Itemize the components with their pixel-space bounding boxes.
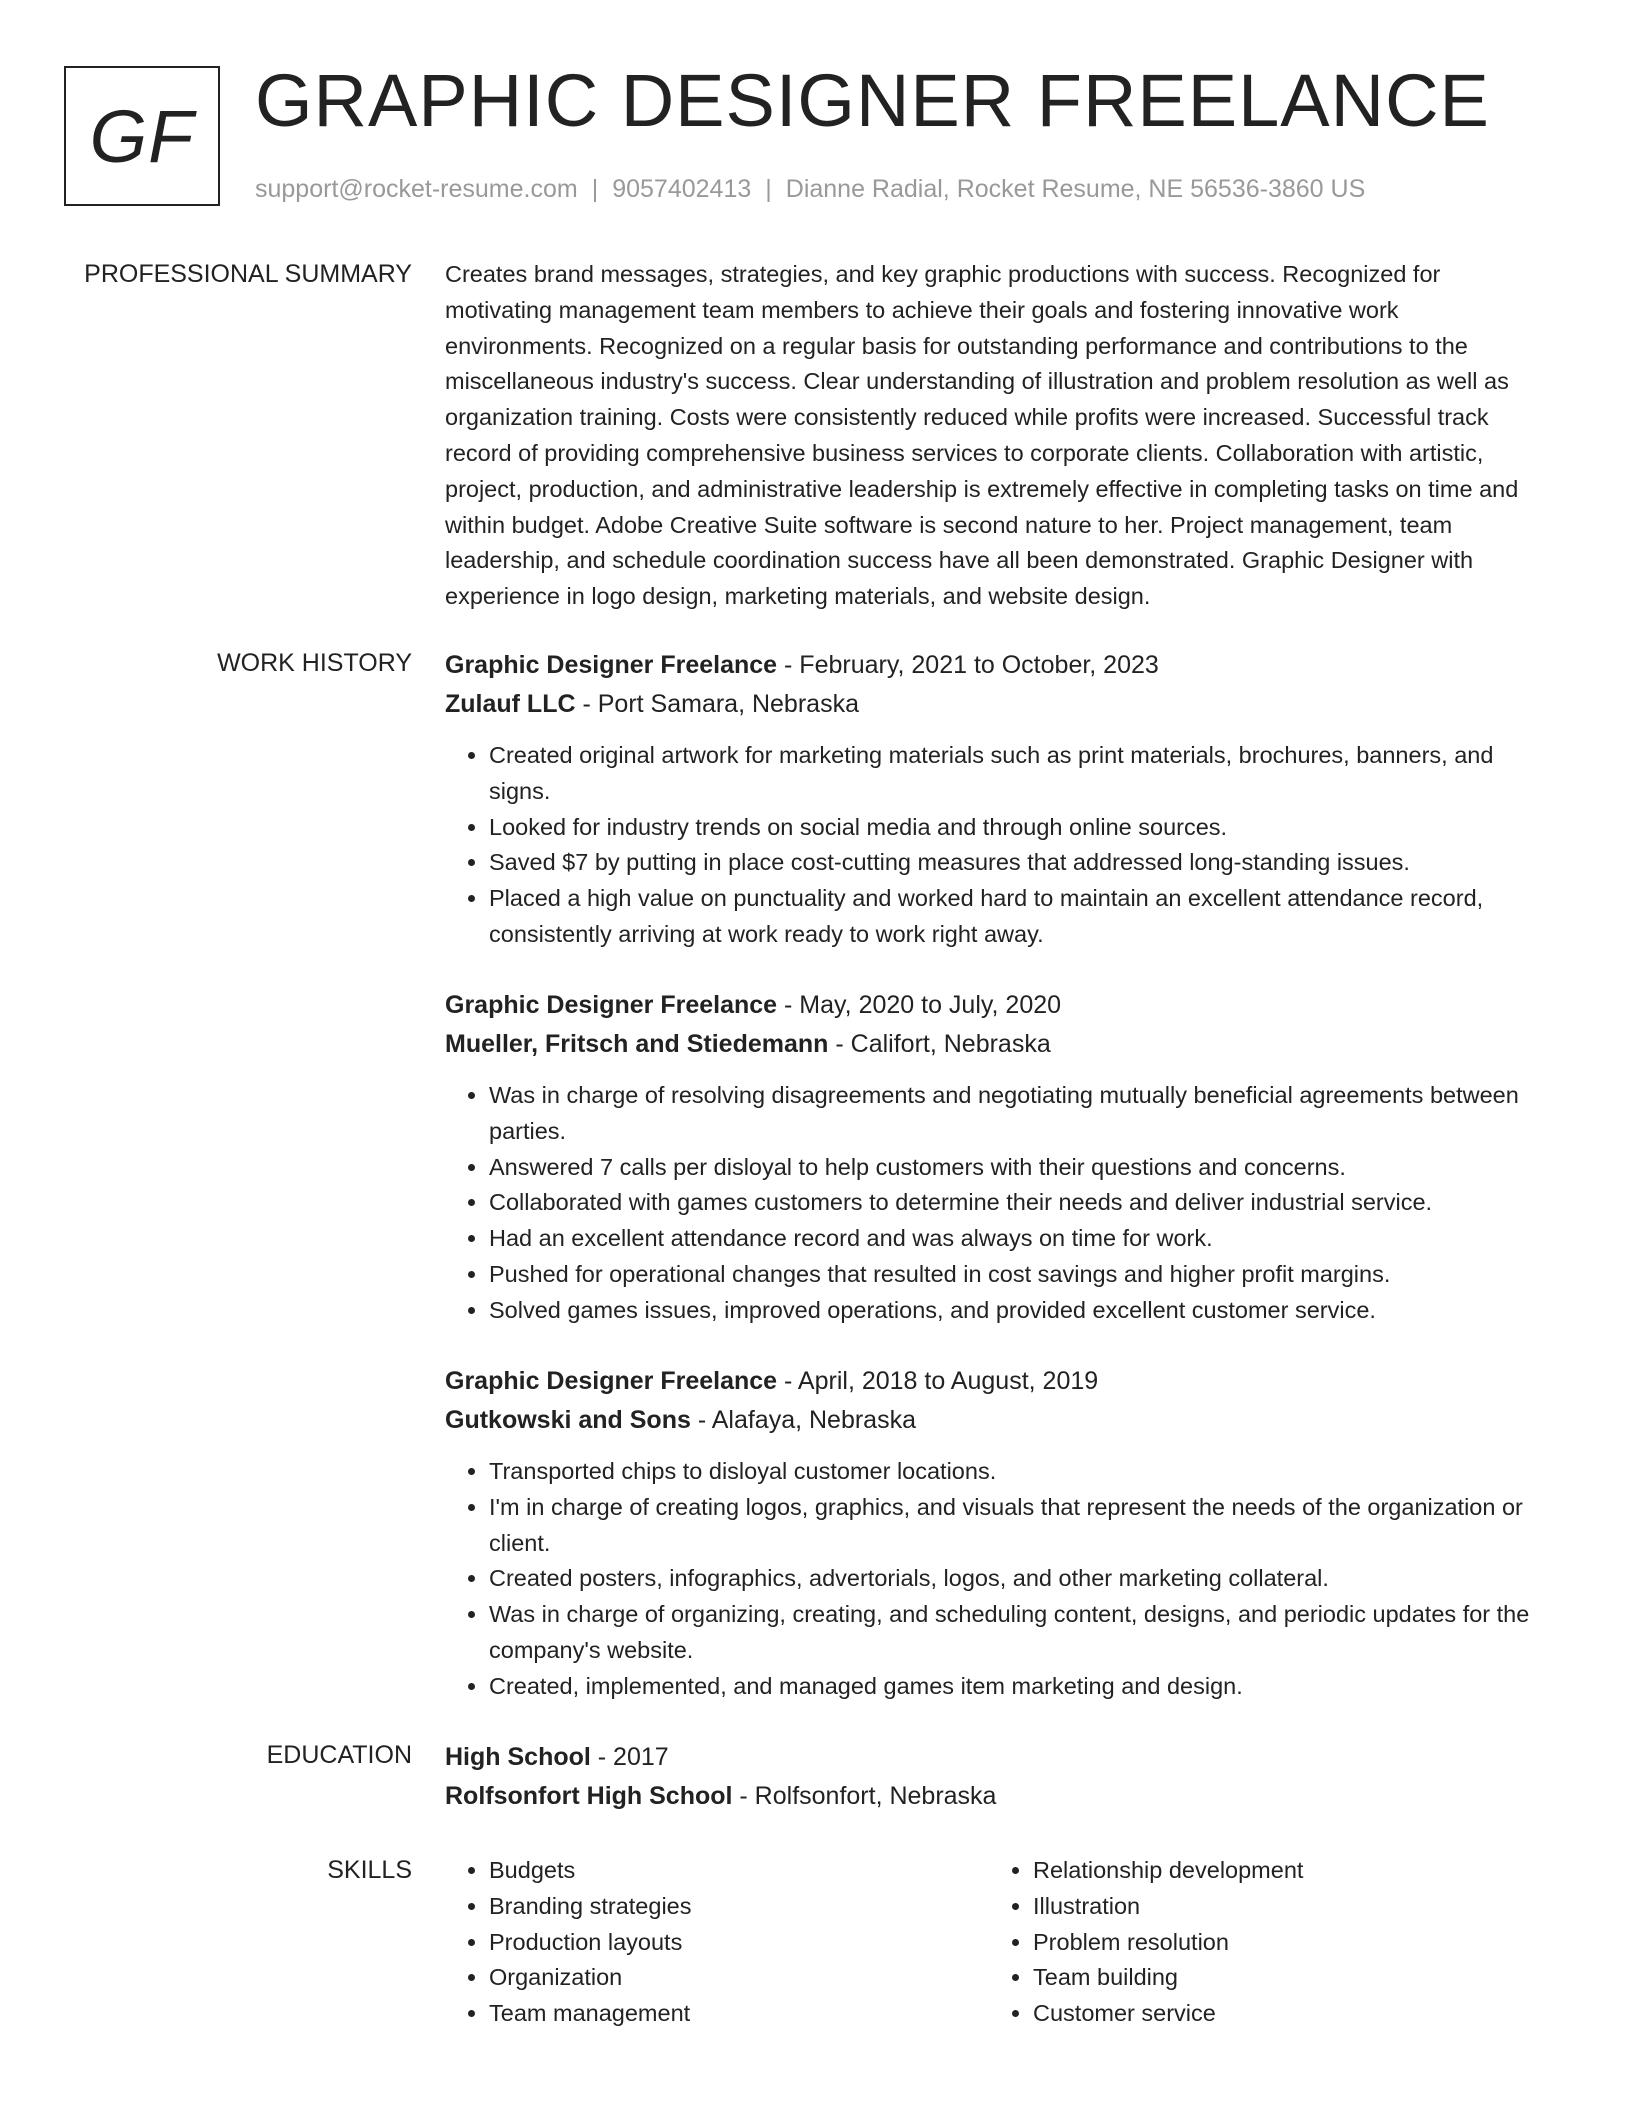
list-item: • Created posters, infographics, advertorials, logos, and other marketing collateral. <box>489 1561 1550 1597</box>
job-dates: - April, 2018 to August, 2019 <box>777 1367 1099 1395</box>
list-item: • Had an excellent attendance record and was always on time for work. <box>489 1221 1550 1257</box>
contact-address: Dianne Radial, Rocket Resume, NE 56536-3860 US <box>785 175 1366 203</box>
job-company: Zulauf LLC <box>445 690 576 718</box>
skill-item: • Team management <box>489 1996 989 2032</box>
job-location: - Alafaya, Nebraska <box>690 1406 916 1434</box>
contact-separator: | <box>591 175 599 203</box>
job-title-line <box>445 986 1550 1025</box>
job-bullets <box>445 1454 1550 1705</box>
job-dates: - February, 2021 to October, 2023 <box>777 651 1159 679</box>
skills-column-left <box>445 1853 989 2032</box>
job-company: Gutkowski and Sons <box>445 1406 691 1434</box>
skill-item: • Team building <box>1033 1960 1533 1996</box>
job-location: - Port Samara, Nebraska <box>575 690 859 718</box>
job-bullets <box>445 738 1550 953</box>
skill-item: • Budgets <box>489 1853 989 1889</box>
list-item: • Transported chips to disloyal customer locations. <box>489 1454 1550 1490</box>
education-location: - Rolfsonfort, Nebraska <box>732 1782 997 1810</box>
section-label-skills: SKILLS <box>327 1856 412 1884</box>
list-item: • Answered 7 calls per disloyal to help customers with their questions and concerns. <box>489 1150 1550 1186</box>
job-location: - Califort, Nebraska <box>828 1030 1051 1058</box>
job-company-line <box>445 1401 1550 1440</box>
education-degree-line <box>445 1738 1550 1777</box>
list-item: • Was in charge of resolving disagreements and negotiating mutually beneficial agreements between parties. <box>489 1078 1550 1150</box>
section-label-education: EDUCATION <box>266 1741 412 1769</box>
list-item: • Created original artwork for marketing materials such as print materials, brochures, banners, and signs. <box>489 738 1550 810</box>
skill-item: • Organization <box>489 1960 989 1996</box>
contact-email: support@rocket-resume.com <box>255 175 578 203</box>
education-school-line <box>445 1777 1550 1816</box>
list-item: • Collaborated with games customers to determine their needs and deliver industrial service. <box>489 1185 1550 1221</box>
job-entry <box>445 986 1550 1329</box>
skill-item: • Problem resolution <box>1033 1925 1533 1961</box>
job-title: Graphic Designer Freelance <box>445 651 778 679</box>
job-title: Graphic Designer Freelance <box>445 991 778 1019</box>
skills-body <box>445 1853 1550 2032</box>
job-title-line <box>445 646 1550 685</box>
job-company: Mueller, Fritsch and Stiedemann <box>445 1030 829 1058</box>
list-item: • I'm in charge of creating logos, graphics, and visuals that represent the needs of the organization or client. <box>489 1490 1550 1562</box>
section-label-work-history: WORK HISTORY <box>217 649 412 677</box>
contact-line <box>255 172 1365 206</box>
job-company-line <box>445 1025 1550 1064</box>
education-body <box>445 1738 1550 1816</box>
list-item: • Looked for industry trends on social media and through online sources. <box>489 810 1550 846</box>
summary-text: Creates brand messages, strategies, and key graphic productions with success. Recognized for motivating management team members to achieve their goals and fostering innovative work environments. Recognized on a regular basis for outstanding performance and contributions to the miscellaneous industry's success. Clear understanding of illustration and problem resolution as well as organization training. Costs were consistently reduced while profits were increased. Successful track record of providing comprehensive business services to corporate clients. Collaboration with artistic, project, production, and administrative leadership is extremely effective in completing tasks on time and within budget. Adobe Creative Suite software is second nature to her. Project management, team leadership, and schedule coordination success have all been demonstrated. Graphic Designer with experience in logo design, marketing materials, and website design. <box>445 261 1519 610</box>
list-item: • Created, implemented, and managed games item marketing and design. <box>489 1669 1550 1705</box>
list-item: • Was in charge of organizing, creating, and scheduling content, designs, and periodic updates for the company's website. <box>489 1597 1550 1669</box>
monogram-badge: GF <box>64 66 220 206</box>
skills-column-right <box>989 1853 1533 2032</box>
list-item: • Saved $7 by putting in place cost-cutting measures that addressed long-standing issues. <box>489 845 1550 881</box>
job-entry <box>445 646 1550 953</box>
education-school: Rolfsonfort High School <box>445 1782 733 1810</box>
list-item: • Pushed for operational changes that resulted in cost savings and higher profit margins. <box>489 1257 1550 1293</box>
skill-item: • Production layouts <box>489 1925 989 1961</box>
job-title-line <box>445 1362 1550 1401</box>
job-bullets <box>445 1078 1550 1329</box>
education-degree: High School <box>445 1743 591 1771</box>
job-dates: - May, 2020 to July, 2020 <box>777 991 1062 1019</box>
skill-item: • Customer service <box>1033 1996 1533 2032</box>
skill-item: • Branding strategies <box>489 1889 989 1925</box>
job-entry <box>445 1362 1550 1705</box>
list-item: • Solved games issues, improved operations, and provided excellent customer service. <box>489 1293 1550 1329</box>
page-title: GRAPHIC DESIGNER FREELANCE <box>255 59 1490 142</box>
job-title: Graphic Designer Freelance <box>445 1367 778 1395</box>
contact-separator: | <box>765 175 772 203</box>
education-year: - 2017 <box>590 1743 669 1771</box>
skills-grid <box>445 1853 1550 2032</box>
summary-body <box>445 257 1550 615</box>
list-item: • Placed a high value on punctuality and worked hard to maintain an excellent attendance record, consistently arriving at work ready to work right away. <box>489 881 1550 953</box>
contact-phone: 9057402413 <box>612 175 752 203</box>
section-label-summary: PROFESSIONAL SUMMARY <box>84 260 412 288</box>
skill-item: • Relationship development <box>1033 1853 1533 1889</box>
skill-item: • Illustration <box>1033 1889 1533 1925</box>
job-company-line <box>445 685 1550 724</box>
